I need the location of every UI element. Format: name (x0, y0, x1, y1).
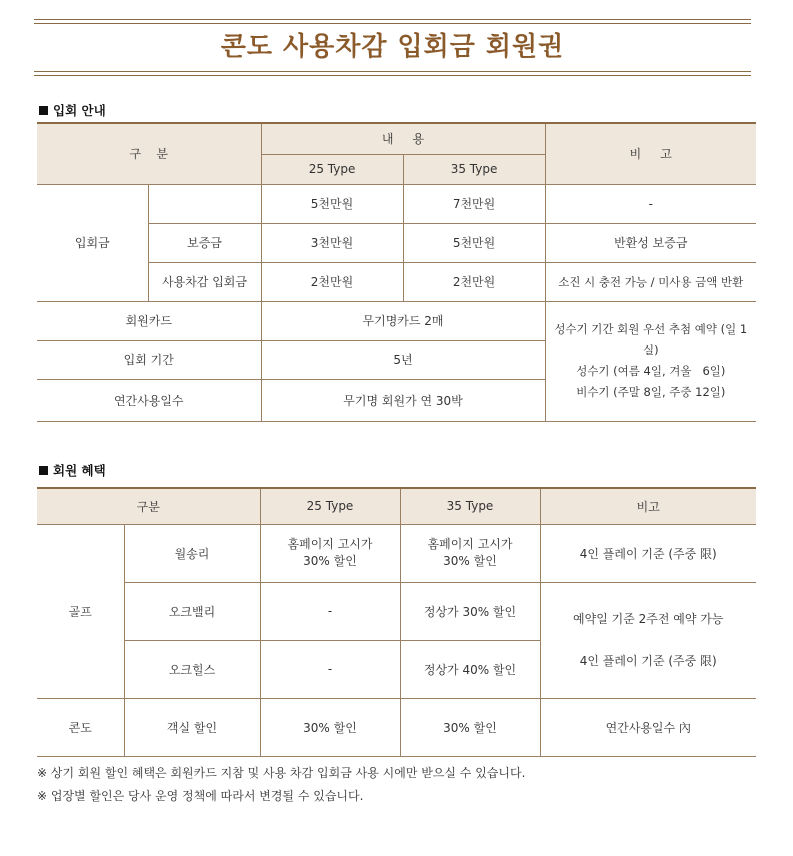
square-bullet-icon (39, 466, 48, 475)
usage-fee-25: 2천만원 (261, 262, 403, 301)
deposit-35: 5천만원 (403, 223, 545, 262)
header-division: 구 분 (37, 123, 261, 184)
title-rule-bottom-inner (34, 71, 751, 72)
benefit-header-note: 비고 (540, 488, 756, 524)
deposit-note: 반환성 보증금 (545, 223, 756, 262)
header-content: 내 용 (261, 123, 545, 154)
condo-25-discount: 30% 할인 (260, 698, 400, 756)
deposit-label: 보증금 (148, 223, 261, 262)
reservation-note (545, 301, 756, 421)
benefit-header-35-type: 35 Type (400, 488, 540, 524)
title-rule-top (34, 19, 751, 20)
membership-period-value: 5년 (261, 340, 545, 379)
golf-course-name: 월송리 (124, 524, 260, 582)
entry-fee-group-label: 입회금 (37, 184, 148, 301)
annual-days-value: 무기명 회원가 연 30박 (261, 379, 545, 421)
member-card-value: 무기명카드 2매 (261, 301, 545, 340)
square-bullet-icon (39, 106, 48, 115)
section-heading-member-benefits: 회원 혜택 (39, 461, 106, 479)
footnote: ※ 상기 회원 할인 혜택은 회원카드 지참 및 사용 차감 입회금 사용 시에만 받으실 수 있습니다. (37, 766, 526, 780)
header-note: 비 고 (545, 123, 756, 184)
condo-35-discount: 30% 할인 (400, 698, 540, 756)
condo-note: 연간사용일수 內 (540, 698, 756, 756)
entry-fee-total-note: - (545, 184, 756, 223)
reservation-note-line: 성수기 (여름 4일, 겨울 6일) (576, 364, 726, 378)
footnote: ※ 업장별 할인은 당사 운영 정책에 따라서 변경될 수 있습니다. (37, 789, 364, 803)
title-rule-bottom (34, 75, 751, 76)
golf-course-name: 오크밸리 (124, 582, 260, 640)
member-card-label: 회원카드 (37, 301, 261, 340)
header-25-type: 25 Type (261, 154, 403, 184)
footnotes (37, 762, 525, 808)
usage-fee-note: 소진 시 충전 가능 / 미사용 금액 반환 (545, 262, 756, 301)
annual-days-label: 연간사용일수 (37, 379, 261, 421)
title-banner (34, 19, 751, 77)
section-heading-membership-info: 입회 안내 (39, 101, 106, 119)
usage-fee-35: 2천만원 (403, 262, 545, 301)
entry-fee-total-35: 7천만원 (403, 184, 545, 223)
reservation-note-line: 비수기 (주말 8일, 주중 12일) (576, 385, 726, 399)
title-rule-top-inner (34, 23, 751, 24)
golf-35-discount: 정상가 40% 할인 (400, 640, 540, 698)
entry-fee-total-label (148, 184, 261, 223)
reservation-note-line: 성수기 기간 회원 우선 추첨 예약 (일 1실) (554, 322, 748, 357)
golf-merged-note: 예약일 기준 2주전 예약 가능 4인 플레이 기준 (주중 限) (540, 582, 756, 698)
golf-25-discount: 홈페이지 고시가 30% 할인 (260, 524, 400, 582)
golf-35-discount: 정상가 30% 할인 (400, 582, 540, 640)
condo-group-label: 콘도 (37, 698, 124, 756)
membership-info-table (37, 122, 756, 422)
golf-25-discount: - (260, 582, 400, 640)
page-title: 콘도 사용차감 입회금 회원권 (220, 32, 565, 62)
member-benefits-table (37, 487, 756, 757)
benefit-header-25-type: 25 Type (260, 488, 400, 524)
usage-fee-label: 사용차감 입회금 (148, 262, 261, 301)
golf-course-name: 오크힐스 (124, 640, 260, 698)
deposit-25: 3천만원 (261, 223, 403, 262)
golf-25-discount: - (260, 640, 400, 698)
header-35-type: 35 Type (403, 154, 545, 184)
membership-period-label: 입회 기간 (37, 340, 261, 379)
condo-room-discount-label: 객실 할인 (124, 698, 260, 756)
golf-35-discount: 홈페이지 고시가 30% 할인 (400, 524, 540, 582)
benefit-header-division: 구분 (37, 488, 260, 524)
golf-note: 4인 플레이 기준 (주중 限) (540, 524, 756, 582)
golf-group-label: 골프 (37, 524, 124, 698)
entry-fee-total-25: 5천만원 (261, 184, 403, 223)
